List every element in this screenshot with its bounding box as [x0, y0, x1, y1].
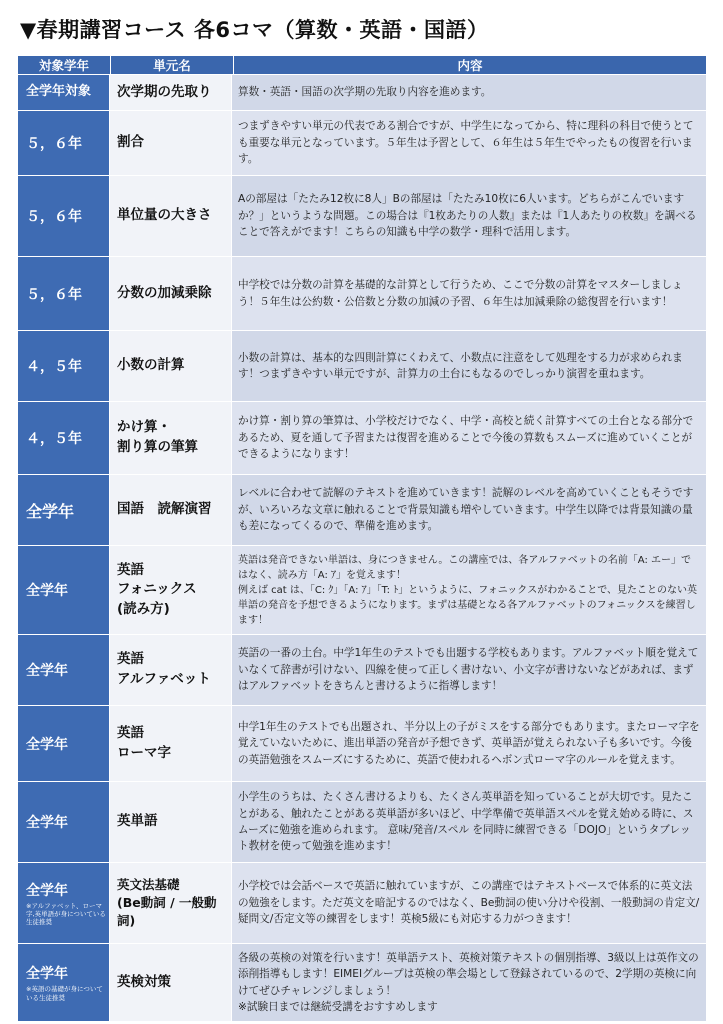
grade-cell: ４，５年 [18, 402, 110, 474]
content-cell: 中学校では分数の計算を基礎的な計算として行うため、ここで分数の計算をマスターしましょう！５年生は公約数・公倍数と分数の加減の予習、６年生は加減乗除の総復習を行います！ [232, 257, 706, 330]
table-row [18, 110, 706, 175]
table-row [18, 330, 706, 401]
unit-cell: 英単語 [110, 782, 232, 862]
content-cell: 算数・英語・国語の次学期の先取り内容を進めます。 [232, 75, 706, 110]
unit-cell: 国語 読解演習 [110, 475, 232, 545]
unit-cell: 英文法基礎 (Be動詞 / 一般動詞) [110, 863, 232, 943]
unit-cell: 次学期の先取り [110, 75, 232, 110]
content-cell: 英語の一番の土台。中学1年生のテストでも出題する学校もあります。アルファベット順を覚えていなくて辞書が引けない、四線を使って正しく書けない、小文字が書けないなどがあれば、まずはアルファベットをきちんと書けるように指導します！ [232, 635, 706, 705]
content-cell: 小学生のうちは、たくさん書けるよりも、たくさん英単語を知っていることが大切です。見たことがある、触れたことがある英単語が多いほど、中学準備で英単語スペルを覚え始める時に、スムーズに勉強を進められます。 意味/発音/スペル を同時に練習できる「DOJO」というタブレット教材を使って勉強を進めます！ [232, 782, 706, 862]
content-cell: 各級の英検の対策を行います！英単語テスト、英検対策テキストの個別指導、3級以上は英作文の添削指導もします！EIMEIグループは英検の準会場として登録されているので、2学期の英検に向けてぜひチャレンジしましょう！ ※試験日までは継続受講をおすすめします [232, 944, 706, 1021]
page-title: ▼春期講習コース 各6コマ（算数・英語・国語） [20, 18, 489, 42]
table-row [18, 634, 706, 705]
unit-cell: 英検対策 [110, 944, 232, 1021]
content-cell: Aの部屋は「たたみ12枚に8人」Bの部屋は「たたみ10枚に6人います。どちらがこんでいますか？」というような問題。この場合は『1枚あたりの人数』または『1人あたりの枚数』を調べることで答えがでます！こちらの知識も中学の数学・理科で活用します。 [232, 176, 706, 256]
unit-cell: 英語 アルファベット [110, 635, 232, 705]
grade-cell: 全学年対象 [18, 75, 110, 110]
grade-cell: 全学年 [18, 475, 110, 545]
table-row [18, 74, 706, 110]
content-cell: つまずきやすい単元の代表である割合ですが、中学生になってから、特に理科の科目で使うとても重要な単元となっています。５年生は予習として、６年生は５年生でやったもの復習を行います。 [232, 111, 706, 175]
content-cell: 英語は発音できない単語は、身につきません。この講座では、各アルファベットの名前「A: エー」ではなく、読み方「A: ｱ」を覚えます！ 例えば cat は、「C: ｸ」「A: ｱ」「T: ﾄ」というように、フォニックスがわかることで、見たことのない英単語の発音を予想できるようになります。まずは基礎となる各アルファベットのフォニックスを練習します！ [232, 546, 706, 634]
unit-cell: かけ算・ 割り算の筆算 [110, 402, 232, 474]
grade-cell: ５，６年 [18, 176, 110, 256]
grade-cell: ５，６年 [18, 111, 110, 175]
table-row [18, 545, 706, 634]
table-row [18, 175, 706, 256]
content-cell: 中学1年生のテストでも出題され、半分以上の子がミスをする部分でもあります。またローマ字を覚えていないために、進出単語の発音が予想できず、英単語が覚えられない子も多いです。今後の英語勉強をスムーズにするために、英語で使われるヘボン式ローマ字のルールを覚えます。 [232, 706, 706, 781]
grade-cell: ４，５年 [18, 331, 110, 401]
grade-cell: 全学年 ※英語の基礎が身についている生徒推奨 [18, 944, 110, 1021]
grade-cell: 全学年 [18, 635, 110, 705]
header-unit: 単元名 [111, 56, 234, 74]
grade-cell: 全学年 ※アルファベット、ローマ字,英単語が身についている生徒推奨 [18, 863, 110, 943]
table-row [18, 256, 706, 330]
grade-cell: 全学年 [18, 706, 110, 781]
unit-cell: 英語 ローマ字 [110, 706, 232, 781]
header-content: 内容 [457, 58, 483, 73]
header-grade: 対象学年 [18, 56, 111, 74]
table-row [18, 943, 706, 1021]
table-row [18, 781, 706, 862]
grade-cell: 全学年 [18, 782, 110, 862]
table-row [18, 401, 706, 474]
table-row [18, 862, 706, 943]
content-cell: かけ算・割り算の筆算は、小学校だけでなく、中学・高校と続く計算すべての土台となる部分であるため、夏を通して予習または復習を進めることで今後の算数もスムーズに進めていくことができるようになります！ [232, 402, 706, 474]
table-row [18, 705, 706, 781]
grade-cell: ５，６年 [18, 257, 110, 330]
unit-cell: 小数の計算 [110, 331, 232, 401]
grade-note: ※アルファベット、ローマ字,英単語が身についている生徒推奨 [26, 901, 106, 927]
grade-note: ※英語の基礎が身についている生徒推奨 [26, 985, 103, 1002]
course-table [18, 56, 706, 1021]
grade-cell: 全学年 [18, 546, 110, 634]
table-row [18, 474, 706, 545]
content-cell: 小数の計算は、基本的な四則計算にくわえて、小数点に注意をして処理をする力が求められます！つまずきやすい単元ですが、計算力の土台にもなるのでしっかり演習を重ねます。 [232, 331, 706, 401]
content-cell: 小学校では会話ベースで英語に触れていますが、この講座ではテキストベースで体系的に英文法の勉強をします。ただ英文を暗記するのではなく、Be動詞の使い分けや役割、一般動詞の肯定文/疑問文/否定文等の練習をします！英検5級にも対応する力がつきます！ [232, 863, 706, 943]
unit-cell: 割合 [110, 111, 232, 175]
unit-cell: 分数の加減乗除 [110, 257, 232, 330]
table-header [18, 56, 706, 74]
content-cell: レベルに合わせて読解のテキストを進めていきます！読解のレベルを高めていくこともそうですが、いろいろな文章に触れることで背景知識も増やしていきます。中学生以降では背景知識の量も差になってくるので、準備を進めます。 [232, 475, 706, 545]
unit-cell: 単位量の大きさ [110, 176, 232, 256]
unit-cell: 英語 フォニックス (読み方) [110, 546, 232, 634]
